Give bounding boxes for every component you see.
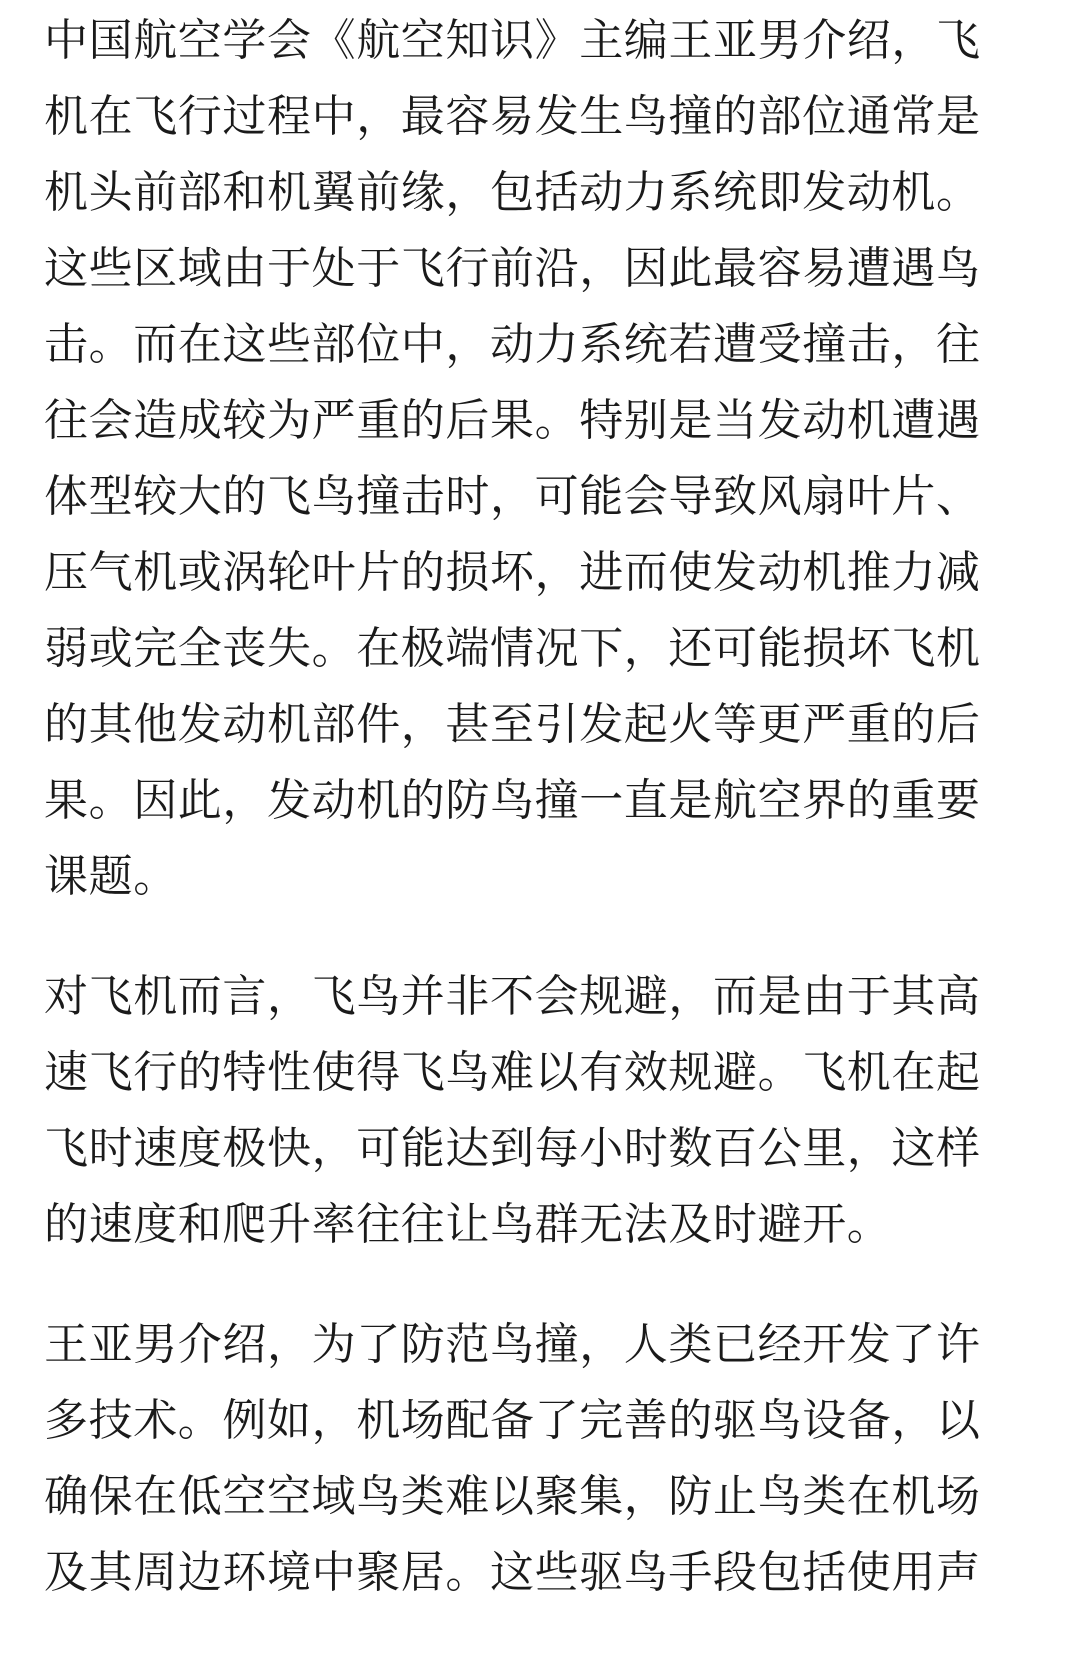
text-line: 的其他发动机部件，甚至引发起火等更严重的后 bbox=[44, 699, 981, 750]
text-line: 弱或完全丧失。在极端情况下，还可能损坏飞机 bbox=[44, 623, 981, 674]
text-line: 压气机或涡轮叶片的损坏，进而使发动机推力减 bbox=[44, 547, 981, 598]
paragraph-3 bbox=[44, 1307, 1080, 1611]
text-line: 果。因此，发动机的防鸟撞一直是航空界的重要 bbox=[44, 775, 981, 826]
text-line: 的速度和爬升率往往让鸟群无法及时避开。 bbox=[44, 1199, 892, 1250]
text-line: 中国航空学会《航空知识》主编王亚男介绍，飞 bbox=[44, 15, 981, 66]
paragraph-1 bbox=[44, 3, 1080, 915]
text-line: 这些区域由于处于飞行前沿，因此最容易遭遇鸟 bbox=[44, 243, 981, 294]
text-line: 对飞机而言，飞鸟并非不会规避，而是由于其高 bbox=[44, 971, 981, 1022]
text-line: 机在飞行过程中，最容易发生鸟撞的部位通常是 bbox=[44, 91, 981, 142]
text-line: 课题。 bbox=[44, 851, 178, 902]
text-line: 飞时速度极快，可能达到每小时数百公里，这样 bbox=[44, 1123, 981, 1174]
text-line: 体型较大的飞鸟撞击时，可能会导致风扇叶片、 bbox=[44, 471, 981, 522]
text-line: 多技术。例如，机场配备了完善的驱鸟设备，以 bbox=[44, 1395, 981, 1446]
text-line: 及其周边环境中聚居。这些驱鸟手段包括使用声 bbox=[44, 1547, 981, 1598]
text-line: 速飞行的特性使得飞鸟难以有效规避。飞机在起 bbox=[44, 1047, 981, 1098]
paragraph-2 bbox=[44, 959, 1080, 1263]
text-line: 机头前部和机翼前缘，包括动力系统即发动机。 bbox=[44, 167, 981, 218]
text-line: 击。而在这些部位中，动力系统若遭受撞击，往 bbox=[44, 319, 981, 370]
text-line: 确保在低空空域鸟类难以聚集，防止鸟类在机场 bbox=[44, 1471, 981, 1522]
text-line: 往会造成较为严重的后果。特别是当发动机遭遇 bbox=[44, 395, 981, 446]
text-line: 王亚男介绍，为了防范鸟撞，人类已经开发了许 bbox=[44, 1319, 981, 1370]
